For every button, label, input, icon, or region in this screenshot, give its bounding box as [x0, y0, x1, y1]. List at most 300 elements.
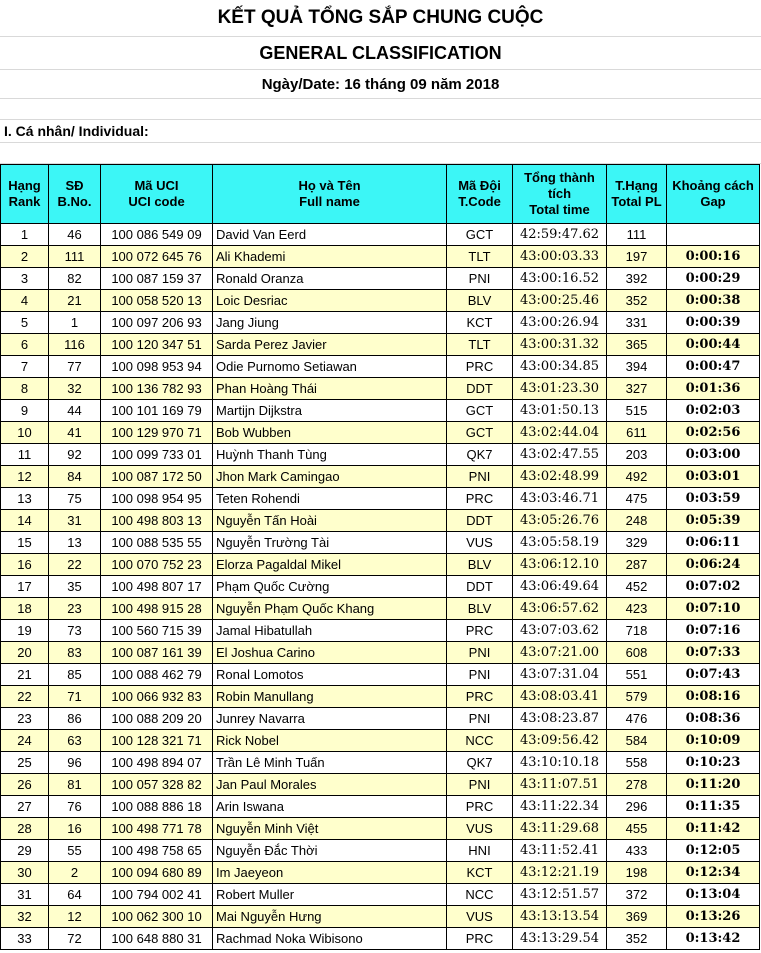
- full-name-cell: Phạm Quốc Cường: [213, 576, 447, 598]
- total-time-cell: 43:06:12.10: [513, 554, 607, 576]
- rank-cell: 20: [1, 642, 49, 664]
- uci-code-cell: 100 794 002 41: [101, 884, 213, 906]
- total-time-cell: 43:00:34.85: [513, 356, 607, 378]
- full-name-cell: El Joshua Carino: [213, 642, 447, 664]
- total-pl-cell: 476: [607, 708, 667, 730]
- total-time-cell: 43:08:03.41: [513, 686, 607, 708]
- uci-code-cell: 100 099 733 01: [101, 444, 213, 466]
- table-row: [1, 356, 760, 378]
- bib-number-cell: 84: [49, 466, 101, 488]
- col-header-full-name: Họ và Tên Full name: [213, 165, 447, 224]
- table-row: [1, 928, 760, 950]
- team-code-cell: QK7: [447, 444, 513, 466]
- team-code-cell: HNI: [447, 840, 513, 862]
- gap-cell: 0:07:02: [667, 576, 760, 598]
- total-time-cell: 43:00:16.52: [513, 268, 607, 290]
- gap-cell: 0:05:39: [667, 510, 760, 532]
- table-row: [1, 796, 760, 818]
- uci-code-cell: 100 087 172 50: [101, 466, 213, 488]
- table-row: [1, 466, 760, 488]
- col-header-gap: Khoảng cách Gap: [667, 165, 760, 224]
- table-row: [1, 378, 760, 400]
- full-name-cell: Odie Purnomo Setiawan: [213, 356, 447, 378]
- total-pl-cell: 608: [607, 642, 667, 664]
- uci-code-cell: 100 088 886 18: [101, 796, 213, 818]
- rank-cell: 26: [1, 774, 49, 796]
- team-code-cell: BLV: [447, 554, 513, 576]
- rank-cell: 13: [1, 488, 49, 510]
- total-time-cell: 43:00:25.46: [513, 290, 607, 312]
- total-time-cell: 43:11:52.41: [513, 840, 607, 862]
- gap-cell: 0:06:24: [667, 554, 760, 576]
- full-name-cell: Robert Muller: [213, 884, 447, 906]
- full-name-cell: Phan Hoàng Thái: [213, 378, 447, 400]
- table-row: [1, 708, 760, 730]
- bib-number-cell: 71: [49, 686, 101, 708]
- col-header-rank: Hạng Rank: [1, 165, 49, 224]
- full-name-cell: Ali Khademi: [213, 246, 447, 268]
- team-code-cell: PRC: [447, 928, 513, 950]
- bib-number-cell: 1: [49, 312, 101, 334]
- team-code-cell: VUS: [447, 532, 513, 554]
- total-pl-cell: 111: [607, 224, 667, 246]
- full-name-cell: Nguyễn Đắc Thời: [213, 840, 447, 862]
- bib-number-cell: 13: [49, 532, 101, 554]
- full-name-cell: Teten Rohendi: [213, 488, 447, 510]
- team-code-cell: VUS: [447, 906, 513, 928]
- table-row: [1, 334, 760, 356]
- full-name-cell: Ronald Oranza: [213, 268, 447, 290]
- uci-code-cell: 100 560 715 39: [101, 620, 213, 642]
- full-name-cell: Huỳnh Thanh Tùng: [213, 444, 447, 466]
- gap-cell: 0:00:39: [667, 312, 760, 334]
- title-vietnamese: KẾT QUẢ TỔNG SẮP CHUNG CUỘC: [0, 0, 761, 37]
- rank-cell: 22: [1, 686, 49, 708]
- bib-number-cell: 35: [49, 576, 101, 598]
- total-pl-cell: 584: [607, 730, 667, 752]
- col-header-bib-number: SĐ B.No.: [49, 165, 101, 224]
- uci-code-cell: 100 058 520 13: [101, 290, 213, 312]
- table-row: [1, 906, 760, 928]
- team-code-cell: PRC: [447, 356, 513, 378]
- bib-number-cell: 83: [49, 642, 101, 664]
- gap-cell: 0:12:05: [667, 840, 760, 862]
- rank-cell: 14: [1, 510, 49, 532]
- table-row: [1, 400, 760, 422]
- full-name-cell: Nguyễn Minh Việt: [213, 818, 447, 840]
- bib-number-cell: 81: [49, 774, 101, 796]
- total-time-cell: 43:05:26.76: [513, 510, 607, 532]
- full-name-cell: Elorza Pagaldal Mikel: [213, 554, 447, 576]
- uci-code-cell: 100 498 803 13: [101, 510, 213, 532]
- total-time-cell: 43:10:10.18: [513, 752, 607, 774]
- bib-number-cell: 111: [49, 246, 101, 268]
- total-pl-cell: 287: [607, 554, 667, 576]
- gap-cell: 0:00:16: [667, 246, 760, 268]
- bib-number-cell: 75: [49, 488, 101, 510]
- gap-cell: 0:00:44: [667, 334, 760, 356]
- total-time-cell: 43:07:03.62: [513, 620, 607, 642]
- full-name-cell: Arin Iswana: [213, 796, 447, 818]
- section-label: I. Cá nhân/ Individual:: [0, 120, 761, 143]
- bib-number-cell: 2: [49, 862, 101, 884]
- total-pl-cell: 327: [607, 378, 667, 400]
- bib-number-cell: 23: [49, 598, 101, 620]
- total-pl-cell: 372: [607, 884, 667, 906]
- uci-code-cell: 100 088 462 79: [101, 664, 213, 686]
- total-pl-cell: 198: [607, 862, 667, 884]
- gap-cell: 0:06:11: [667, 532, 760, 554]
- team-code-cell: PRC: [447, 620, 513, 642]
- team-code-cell: PRC: [447, 686, 513, 708]
- table-row: [1, 818, 760, 840]
- gap-cell: [667, 224, 760, 246]
- gap-cell: 0:03:01: [667, 466, 760, 488]
- bib-number-cell: 116: [49, 334, 101, 356]
- total-time-cell: 43:13:13.54: [513, 906, 607, 928]
- bib-number-cell: 72: [49, 928, 101, 950]
- uci-code-cell: 100 120 347 51: [101, 334, 213, 356]
- uci-code-cell: 100 070 752 23: [101, 554, 213, 576]
- bib-number-cell: 86: [49, 708, 101, 730]
- total-time-cell: 43:13:29.54: [513, 928, 607, 950]
- rank-cell: 4: [1, 290, 49, 312]
- gap-cell: 0:03:00: [667, 444, 760, 466]
- gap-cell: 0:08:16: [667, 686, 760, 708]
- team-code-cell: GCT: [447, 224, 513, 246]
- full-name-cell: Im Jaeyeon: [213, 862, 447, 884]
- uci-code-cell: 100 097 206 93: [101, 312, 213, 334]
- table-row: [1, 884, 760, 906]
- table-row: [1, 576, 760, 598]
- team-code-cell: BLV: [447, 598, 513, 620]
- rank-cell: 33: [1, 928, 49, 950]
- table-row: [1, 862, 760, 884]
- bib-number-cell: 22: [49, 554, 101, 576]
- total-time-cell: 43:06:49.64: [513, 576, 607, 598]
- bib-number-cell: 16: [49, 818, 101, 840]
- team-code-cell: GCT: [447, 400, 513, 422]
- rank-cell: 18: [1, 598, 49, 620]
- table-row: [1, 620, 760, 642]
- full-name-cell: Robin Manullang: [213, 686, 447, 708]
- uci-code-cell: 100 066 932 83: [101, 686, 213, 708]
- full-name-cell: Jhon Mark Camingao: [213, 466, 447, 488]
- uci-code-cell: 100 088 209 20: [101, 708, 213, 730]
- gap-cell: 0:13:42: [667, 928, 760, 950]
- gap-cell: 0:13:26: [667, 906, 760, 928]
- team-code-cell: PRC: [447, 488, 513, 510]
- total-time-cell: 43:02:44.04: [513, 422, 607, 444]
- col-header-total-time: Tổng thành tích Total time: [513, 165, 607, 224]
- uci-code-cell: 100 101 169 79: [101, 400, 213, 422]
- total-pl-cell: 392: [607, 268, 667, 290]
- bib-number-cell: 96: [49, 752, 101, 774]
- rank-cell: 12: [1, 466, 49, 488]
- total-time-cell: 43:11:22.34: [513, 796, 607, 818]
- rank-cell: 8: [1, 378, 49, 400]
- table-row: [1, 554, 760, 576]
- title-english: GENERAL CLASSIFICATION: [0, 37, 761, 70]
- team-code-cell: QK7: [447, 752, 513, 774]
- gap-cell: 0:11:20: [667, 774, 760, 796]
- table-row: [1, 444, 760, 466]
- table-row: [1, 532, 760, 554]
- total-time-cell: 43:06:57.62: [513, 598, 607, 620]
- uci-code-cell: 100 087 161 39: [101, 642, 213, 664]
- full-name-cell: Mai Nguyễn Hưng: [213, 906, 447, 928]
- rank-cell: 10: [1, 422, 49, 444]
- rank-cell: 24: [1, 730, 49, 752]
- team-code-cell: TLT: [447, 246, 513, 268]
- team-code-cell: PNI: [447, 774, 513, 796]
- rank-cell: 28: [1, 818, 49, 840]
- total-time-cell: 43:01:23.30: [513, 378, 607, 400]
- bib-number-cell: 92: [49, 444, 101, 466]
- total-time-cell: 43:05:58.19: [513, 532, 607, 554]
- uci-code-cell: 100 057 328 82: [101, 774, 213, 796]
- total-time-cell: 43:03:46.71: [513, 488, 607, 510]
- team-code-cell: GCT: [447, 422, 513, 444]
- table-body: [1, 224, 760, 950]
- total-pl-cell: 296: [607, 796, 667, 818]
- total-time-cell: 43:00:03.33: [513, 246, 607, 268]
- uci-code-cell: 100 136 782 93: [101, 378, 213, 400]
- empty-row: [0, 99, 761, 120]
- rank-cell: 1: [1, 224, 49, 246]
- rank-cell: 15: [1, 532, 49, 554]
- uci-code-cell: 100 498 894 07: [101, 752, 213, 774]
- gap-cell: 0:08:36: [667, 708, 760, 730]
- uci-code-cell: 100 098 953 94: [101, 356, 213, 378]
- uci-code-cell: 100 648 880 31: [101, 928, 213, 950]
- total-pl-cell: 369: [607, 906, 667, 928]
- table-row: [1, 752, 760, 774]
- team-code-cell: DDT: [447, 378, 513, 400]
- total-pl-cell: 352: [607, 290, 667, 312]
- empty-row: [0, 143, 761, 164]
- total-pl-cell: 197: [607, 246, 667, 268]
- total-time-cell: 43:02:47.55: [513, 444, 607, 466]
- gap-cell: 0:07:43: [667, 664, 760, 686]
- total-time-cell: 43:00:26.94: [513, 312, 607, 334]
- uci-code-cell: 100 098 954 95: [101, 488, 213, 510]
- total-pl-cell: 611: [607, 422, 667, 444]
- total-time-cell: 43:11:29.68: [513, 818, 607, 840]
- total-pl-cell: 423: [607, 598, 667, 620]
- bib-number-cell: 76: [49, 796, 101, 818]
- full-name-cell: David Van Eerd: [213, 224, 447, 246]
- total-time-cell: 43:00:31.32: [513, 334, 607, 356]
- bib-number-cell: 82: [49, 268, 101, 290]
- total-pl-cell: 579: [607, 686, 667, 708]
- bib-number-cell: 64: [49, 884, 101, 906]
- full-name-cell: Bob Wubben: [213, 422, 447, 444]
- rank-cell: 25: [1, 752, 49, 774]
- table-row: [1, 290, 760, 312]
- bib-number-cell: 73: [49, 620, 101, 642]
- total-pl-cell: 394: [607, 356, 667, 378]
- total-pl-cell: 248: [607, 510, 667, 532]
- rank-cell: 7: [1, 356, 49, 378]
- team-code-cell: DDT: [447, 510, 513, 532]
- rank-cell: 27: [1, 796, 49, 818]
- uci-code-cell: 100 498 915 28: [101, 598, 213, 620]
- total-time-cell: 43:01:50.13: [513, 400, 607, 422]
- gap-cell: 0:03:59: [667, 488, 760, 510]
- table-row: [1, 642, 760, 664]
- team-code-cell: KCT: [447, 862, 513, 884]
- full-name-cell: Sarda Perez Javier: [213, 334, 447, 356]
- gap-cell: 0:00:29: [667, 268, 760, 290]
- bib-number-cell: 77: [49, 356, 101, 378]
- bib-number-cell: 32: [49, 378, 101, 400]
- rank-cell: 23: [1, 708, 49, 730]
- uci-code-cell: 100 087 159 37: [101, 268, 213, 290]
- total-time-cell: 42:59:47.62: [513, 224, 607, 246]
- gap-cell: 0:07:33: [667, 642, 760, 664]
- col-header-uci-code: Mã UCI UCI code: [101, 165, 213, 224]
- rank-cell: 2: [1, 246, 49, 268]
- rank-cell: 31: [1, 884, 49, 906]
- table-row: [1, 510, 760, 532]
- team-code-cell: PNI: [447, 708, 513, 730]
- bib-number-cell: 21: [49, 290, 101, 312]
- gap-cell: 0:11:35: [667, 796, 760, 818]
- full-name-cell: Rachmad Noka Wibisono: [213, 928, 447, 950]
- total-pl-cell: 455: [607, 818, 667, 840]
- total-pl-cell: 433: [607, 840, 667, 862]
- uci-code-cell: 100 128 321 71: [101, 730, 213, 752]
- team-code-cell: PRC: [447, 796, 513, 818]
- date-line: Ngày/Date: 16 tháng 09 năm 2018: [0, 70, 761, 99]
- gap-cell: 0:02:03: [667, 400, 760, 422]
- team-code-cell: VUS: [447, 818, 513, 840]
- total-pl-cell: 492: [607, 466, 667, 488]
- uci-code-cell: 100 094 680 89: [101, 862, 213, 884]
- gap-cell: 0:02:56: [667, 422, 760, 444]
- rank-cell: 16: [1, 554, 49, 576]
- uci-code-cell: 100 498 758 65: [101, 840, 213, 862]
- bib-number-cell: 63: [49, 730, 101, 752]
- gap-cell: 0:10:09: [667, 730, 760, 752]
- table-row: [1, 268, 760, 290]
- rank-cell: 19: [1, 620, 49, 642]
- gap-cell: 0:00:47: [667, 356, 760, 378]
- rank-cell: 29: [1, 840, 49, 862]
- rank-cell: 32: [1, 906, 49, 928]
- team-code-cell: NCC: [447, 730, 513, 752]
- total-time-cell: 43:12:21.19: [513, 862, 607, 884]
- full-name-cell: Junrey Navarra: [213, 708, 447, 730]
- full-name-cell: Ronal Lomotos: [213, 664, 447, 686]
- full-name-cell: Jan Paul Morales: [213, 774, 447, 796]
- total-time-cell: 43:12:51.57: [513, 884, 607, 906]
- total-pl-cell: 475: [607, 488, 667, 510]
- uci-code-cell: 100 498 807 17: [101, 576, 213, 598]
- table-row: [1, 246, 760, 268]
- bib-number-cell: 44: [49, 400, 101, 422]
- team-code-cell: PNI: [447, 664, 513, 686]
- total-pl-cell: 558: [607, 752, 667, 774]
- gap-cell: 0:07:16: [667, 620, 760, 642]
- total-pl-cell: 278: [607, 774, 667, 796]
- full-name-cell: Martijn Dijkstra: [213, 400, 447, 422]
- bib-number-cell: 41: [49, 422, 101, 444]
- full-name-cell: Trần Lê Minh Tuấn: [213, 752, 447, 774]
- total-pl-cell: 331: [607, 312, 667, 334]
- full-name-cell: Nguyễn Trường Tài: [213, 532, 447, 554]
- gap-cell: 0:13:04: [667, 884, 760, 906]
- uci-code-cell: 100 086 549 09: [101, 224, 213, 246]
- total-pl-cell: 551: [607, 664, 667, 686]
- total-pl-cell: 329: [607, 532, 667, 554]
- gap-cell: 0:10:23: [667, 752, 760, 774]
- header-row: [1, 165, 760, 224]
- full-name-cell: Nguyễn Phạm Quốc Khang: [213, 598, 447, 620]
- col-header-team-code: Mã Đội T.Code: [447, 165, 513, 224]
- rank-cell: 11: [1, 444, 49, 466]
- total-pl-cell: 352: [607, 928, 667, 950]
- full-name-cell: Nguyễn Tấn Hoài: [213, 510, 447, 532]
- team-code-cell: PNI: [447, 268, 513, 290]
- total-time-cell: 43:08:23.87: [513, 708, 607, 730]
- rank-cell: 17: [1, 576, 49, 598]
- team-code-cell: BLV: [447, 290, 513, 312]
- bib-number-cell: 55: [49, 840, 101, 862]
- team-code-cell: DDT: [447, 576, 513, 598]
- gap-cell: 0:00:38: [667, 290, 760, 312]
- bib-number-cell: 85: [49, 664, 101, 686]
- team-code-cell: PNI: [447, 466, 513, 488]
- bib-number-cell: 31: [49, 510, 101, 532]
- team-code-cell: TLT: [447, 334, 513, 356]
- gap-cell: 0:01:36: [667, 378, 760, 400]
- rank-cell: 21: [1, 664, 49, 686]
- gap-cell: 0:11:42: [667, 818, 760, 840]
- total-pl-cell: 515: [607, 400, 667, 422]
- table-row: [1, 312, 760, 334]
- total-pl-cell: 718: [607, 620, 667, 642]
- table-row: [1, 774, 760, 796]
- full-name-cell: Loic Desriac: [213, 290, 447, 312]
- classification-table: [0, 164, 760, 950]
- uci-code-cell: 100 088 535 55: [101, 532, 213, 554]
- bib-number-cell: 12: [49, 906, 101, 928]
- gap-cell: 0:07:10: [667, 598, 760, 620]
- bib-number-cell: 46: [49, 224, 101, 246]
- table-row: [1, 224, 760, 246]
- total-time-cell: 43:09:56.42: [513, 730, 607, 752]
- uci-code-cell: 100 129 970 71: [101, 422, 213, 444]
- total-pl-cell: 365: [607, 334, 667, 356]
- col-header-total-pl: T.Hạng Total PL: [607, 165, 667, 224]
- full-name-cell: Jang Jiung: [213, 312, 447, 334]
- table-row: [1, 422, 760, 444]
- uci-code-cell: 100 072 645 76: [101, 246, 213, 268]
- table-row: [1, 488, 760, 510]
- table-row: [1, 730, 760, 752]
- total-time-cell: 43:11:07.51: [513, 774, 607, 796]
- gap-cell: 0:12:34: [667, 862, 760, 884]
- rank-cell: 9: [1, 400, 49, 422]
- uci-code-cell: 100 062 300 10: [101, 906, 213, 928]
- rank-cell: 6: [1, 334, 49, 356]
- uci-code-cell: 100 498 771 78: [101, 818, 213, 840]
- team-code-cell: NCC: [447, 884, 513, 906]
- total-time-cell: 43:07:21.00: [513, 642, 607, 664]
- table-row: [1, 686, 760, 708]
